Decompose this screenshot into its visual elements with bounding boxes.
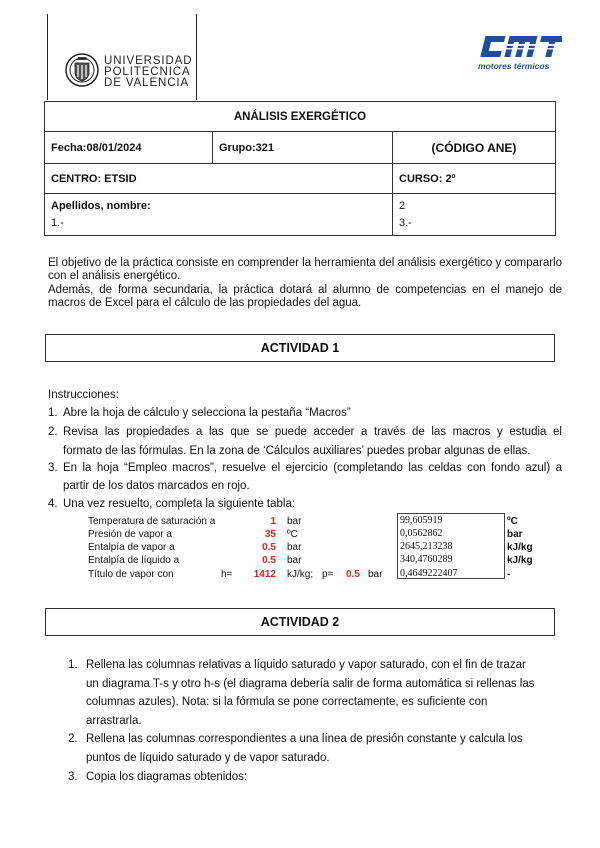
a2-item-2: 2. Rellena las columnas correspondientes a una línea de presión constante y calcula los bbox=[68, 733, 523, 746]
fecha-cell: Fecha:08/01/2024 bbox=[45, 132, 213, 164]
instruction-item-4: 4. Una vez resuelto, completa la siguiente tabla: bbox=[48, 498, 296, 510]
intro-paragraph-2: Además, de forma secundaria, la práctica dotará al alumno de competencias en el manejo de macros de Excel para el cálculo de las propiedades del agua. bbox=[48, 284, 562, 309]
row-x-result: 0,4649222407 bbox=[400, 568, 458, 579]
row-temp-unit: bar bbox=[287, 516, 302, 527]
row-x-h-label: h= bbox=[221, 569, 233, 580]
info-table bbox=[44, 101, 556, 236]
row-hl-result-unit: kJ/kg bbox=[507, 555, 533, 566]
row-hv-result-unit: kJ/kg bbox=[507, 542, 533, 553]
university-line-3: DE VALENCIA bbox=[104, 77, 190, 89]
a2-item-1: 1. Rellena las columnas relativas a líquido saturado y vapor saturado, con el fin de trazar bbox=[68, 659, 526, 671]
row-x-p-label: p= bbox=[322, 569, 334, 580]
document-title: ANÁLISIS EXERGÉTICO bbox=[45, 102, 556, 132]
students-cell bbox=[393, 194, 556, 236]
actividad-1-header: ACTIVIDAD 1 bbox=[45, 334, 555, 362]
row-temp-value: 1 bbox=[270, 516, 276, 527]
row-x-h-value: 1412 bbox=[253, 569, 276, 580]
instruction-item-3-cont: partir de los datos marcados en rojo. bbox=[63, 480, 250, 492]
instruction-item-2: 2. Revisa las propiedades a las que se puede acceder a través de las macros y estudia el bbox=[48, 426, 562, 438]
university-coat-of-arms-icon bbox=[64, 52, 100, 88]
university-line-2: POLITECNICA bbox=[104, 66, 191, 78]
row-pres-label: Presión de vapor a bbox=[88, 529, 172, 540]
grupo-cell: Grupo:321 bbox=[213, 132, 393, 164]
intro-paragraph-1: El objetivo de la práctica consiste en comprender la herramienta del análisis exergético y compararlo con el análisis energético. bbox=[48, 257, 562, 282]
row-hv-label: Entalpía de vapor a bbox=[88, 542, 175, 553]
row-pres-value: 35 bbox=[264, 529, 276, 540]
row-pres-result-unit: bar bbox=[507, 529, 523, 540]
instruction-item-2-cont: formato de las fórmulas. En la zona de ‘Cálculos auxiliares’ puedes probar algunas de ellas. bbox=[63, 445, 531, 457]
row-x-p-value: 0.5 bbox=[346, 569, 360, 580]
header-divider-left bbox=[47, 14, 48, 100]
a2-item-3: 3. Copia los diagramas obtenidos: bbox=[68, 770, 248, 783]
actividad-2-header: ACTIVIDAD 2 bbox=[45, 608, 555, 636]
instrucciones-label: Instrucciones: bbox=[48, 389, 119, 401]
row-x-h-unit: kJ/kg; bbox=[287, 569, 314, 580]
row-pres-result: 0,0562862 bbox=[400, 528, 443, 539]
row-hl-unit: bar bbox=[287, 555, 302, 566]
row-hv-result: 2645,213238 bbox=[400, 541, 453, 552]
row-hl-value: 0.5 bbox=[262, 555, 276, 566]
university-line-1: UNIVERSIDAD bbox=[104, 55, 193, 67]
instruction-item-1: 1. Abre la hoja de cálculo y selecciona la pestaña “Macros” bbox=[48, 407, 351, 419]
a2-item-1-line-4: arrastrarla. bbox=[86, 714, 142, 727]
university-name bbox=[104, 56, 193, 89]
centro-cell: CENTRO: ETSID bbox=[45, 164, 393, 194]
cmt-logo bbox=[478, 34, 562, 60]
a2-item-1-line-3: columnas azules). Nota: si la fórmula se pone correctamente, es suficiente con bbox=[86, 696, 488, 709]
student-slot-2: 2 bbox=[399, 200, 406, 212]
instruction-item-3: 3. En la hoja “Empleo macros”, resuelve el ejercicio (completando las celdas con fondo azul) a bbox=[48, 462, 562, 474]
row-x-label: Título de vapor con bbox=[88, 569, 174, 580]
row-hl-label: Entalpía de líquido a bbox=[88, 555, 180, 566]
apellidos-cell bbox=[45, 194, 393, 236]
row-x-p-unit: bar bbox=[368, 569, 383, 580]
row-temp-result: 99,605919 bbox=[400, 515, 443, 526]
a2-item-1-line-2: un diagrama T-s y otro h-s (el diagrama debería salir de forma automática si rellenas las bbox=[86, 677, 535, 690]
curso-cell: CURSO: 2º bbox=[393, 164, 556, 194]
student-slot-1: 1.- bbox=[51, 217, 64, 229]
row-x-result-unit: - bbox=[507, 569, 511, 580]
row-pres-unit: ºC bbox=[287, 529, 298, 540]
a2-item-2-line-2: puntos de líquido saturado y de vapor saturado. bbox=[86, 752, 330, 764]
row-hv-unit: bar bbox=[287, 542, 302, 553]
cmt-subtitle: motores térmicos bbox=[478, 61, 550, 71]
row-hv-value: 0.5 bbox=[262, 542, 276, 553]
row-hl-result: 340,4760289 bbox=[400, 554, 453, 565]
header-divider-right bbox=[196, 14, 197, 100]
student-slot-3: 3.- bbox=[399, 217, 412, 229]
apellidos-label: Apellidos, nombre: bbox=[51, 200, 151, 212]
codigo-cell: (CÓDIGO ANE) bbox=[393, 132, 556, 164]
row-temp-label: Temperatura de saturación a bbox=[88, 516, 216, 527]
row-temp-result-unit: ºC bbox=[507, 516, 518, 527]
